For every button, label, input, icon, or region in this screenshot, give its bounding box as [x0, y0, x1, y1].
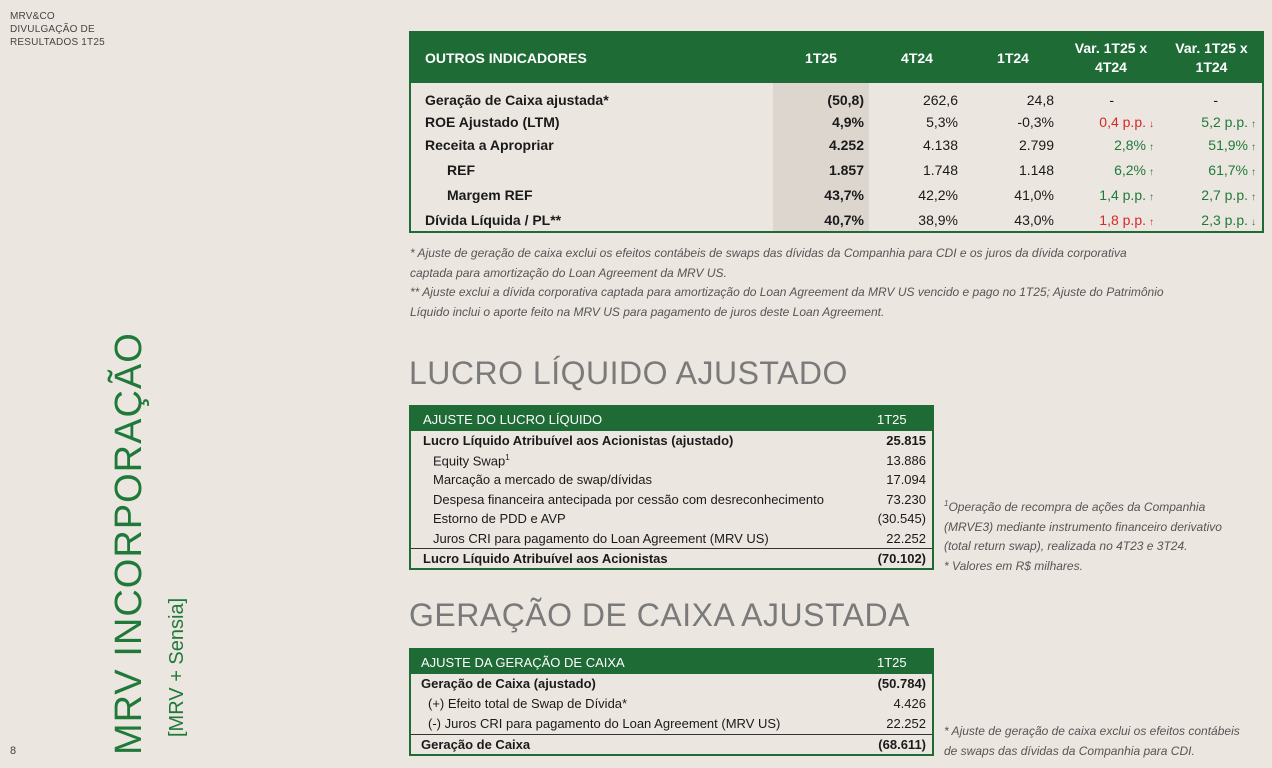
arrow-up-icon: ↑ [1149, 192, 1154, 203]
indicators-footnotes: * Ajuste de geração de caixa exclui os efeitos contábeis de swaps das dívidas da Companhia para CDI e os juros da dívida corporativa captada para amortização do Loan Agreement da MRV US. ** Ajuste exclui a dívida corporativa captada para amortização do Loan Agreement da MRV US vencido e pago no 1T25; Ajuste do Patrimônio Líquido inclui o aporte feito na MRV US para pagamento de juros deste Loan Agreement. [410, 246, 1164, 319]
var-cell: 1,8 p.p. ↑ [1099, 212, 1154, 228]
side-section-title [108, 332, 188, 755]
table-row: REF 1.857 1.748 1.148 6,2% ↑ 61,7% ↑ [447, 162, 1256, 178]
arrow-down-icon: ↓ [1251, 217, 1256, 228]
indicators-table-header [411, 33, 1262, 83]
table-row: (+) Efeito total de Swap de Dívida* 4.426 [428, 696, 926, 711]
arrow-up-icon: ↑ [1251, 167, 1256, 178]
section-title-lucro: LUCRO LÍQUIDO AJUSTADO [409, 355, 848, 391]
header-var-4t24: Var. 1T25 x 4T24 [1074, 40, 1148, 75]
table-row: Equity Swap$^1$ 13.886 [433, 452, 926, 468]
var-cell: 6,2% ↑ [1114, 162, 1154, 178]
arrow-down-icon: ↓ [1149, 119, 1154, 130]
var-cell: 51,9% ↑ [1208, 137, 1256, 153]
caixa-table-header: AJUSTE DA GERAÇÃO DE CAIXA 1T25 [411, 650, 932, 674]
lucro-table [409, 405, 934, 570]
side-title-main: MRV INCORPORAÇÃO [108, 332, 150, 755]
report-title-line: DIVULGAÇÃO DE [10, 24, 95, 35]
brand-name: MRV&CO [10, 11, 55, 22]
indicators-table-body [411, 83, 1262, 231]
table-row: (-) Juros CRI para pagamento do Loan Agreement (MRV US) 22.252 [428, 716, 926, 731]
var-cell: 2,8% ↑ [1114, 137, 1154, 153]
header-1t25: 1T25 [805, 49, 837, 66]
arrow-up-icon: ↑ [1149, 167, 1154, 178]
arrow-up-icon: ↑ [1149, 142, 1154, 153]
header-1t24: 1T24 [997, 49, 1029, 66]
caixa-table [409, 648, 934, 756]
header-4t24: 4T24 [901, 49, 933, 66]
table-row: Receita a Apropriar 4.252 4.138 2.799 2,8% ↑ 51,9% ↑ [425, 137, 1256, 153]
table-row: Estorno de PDD e AVP (30.545) [433, 511, 926, 526]
table-row: ROE Ajustado (LTM) 4,9% 5,3% -0,3% 0,4 p.p. ↓ 5,2 p.p. ↑ [425, 114, 1256, 130]
table-row-total: Lucro Líquido Atribuível aos Acionistas (70.102) [411, 548, 932, 568]
var-cell: 0,4 p.p. ↓ [1099, 114, 1154, 130]
arrow-up-icon: ↑ [1251, 192, 1256, 203]
table-row: Geração de Caixa ajustada* (50,8) 262,6 24,8 - - [425, 92, 1218, 108]
page-number: 8 [10, 745, 17, 757]
report-header [10, 10, 105, 49]
table-row-total: Geração de Caixa (68.611) [411, 734, 932, 754]
table-row: Marcação a mercado de swap/dívidas 17.094 [433, 472, 926, 487]
side-title-sub: [MRV + Sensia] [166, 597, 188, 737]
table-row: Despesa financeira antecipada por cessão com desreconhecimento 73.230 [433, 491, 926, 507]
arrow-up-icon: ↑ [1251, 142, 1256, 153]
header-var-1t24: Var. 1T25 x 1T24 [1175, 40, 1248, 75]
var-cell: 2,7 p.p. ↑ [1201, 187, 1256, 203]
arrow-up-icon: ↑ [1251, 119, 1256, 130]
var-cell: 1,4 p.p. ↑ [1099, 187, 1154, 203]
lucro-footnote: $^1$Operação de recompra de ações da Companhia (MRVE3) mediante instrumento financeiro derivativo (total return swap), realizada no 4T23 e 3T24. * Valores em R$ milhares. [944, 499, 1222, 573]
caixa-footnote: * Ajuste de geração de caixa exclui os efeitos contábeis de swaps das dívidas da Companhia para CDI. [944, 724, 1240, 758]
var-cell: 2,3 p.p. ↓ [1201, 212, 1256, 228]
table-row: Margem REF 43,7% 42,2% 41,0% 1,4 p.p. ↑ 2,7 p.p. ↑ [447, 187, 1256, 203]
header-indicators: OUTROS INDICADORES [425, 49, 587, 66]
arrow-up-icon: ↑ [1149, 217, 1154, 228]
table-row: Lucro Líquido Atribuível aos Acionistas (ajustado) 25.815 [423, 433, 926, 448]
var-cell: 5,2 p.p. ↑ [1201, 114, 1256, 130]
table-row: Juros CRI para pagamento do Loan Agreement (MRV US) 22.252 [433, 530, 926, 546]
lucro-table-header: AJUSTE DO LUCRO LÍQUIDO 1T25 [411, 407, 932, 431]
table-row: Dívida Líquida / PL** 40,7% 38,9% 43,0% 1,8 p.p. ↑ 2,3 p.p. ↓ [425, 212, 1256, 228]
indicators-table [409, 31, 1264, 233]
var-cell: 61,7% ↑ [1208, 162, 1256, 178]
section-title-caixa: GERAÇÃO DE CAIXA AJUSTADA [409, 597, 910, 633]
table-row: Geração de Caixa (ajustado) (50.784) [421, 676, 926, 691]
report-period-line: RESULTADOS 1T25 [10, 37, 105, 48]
